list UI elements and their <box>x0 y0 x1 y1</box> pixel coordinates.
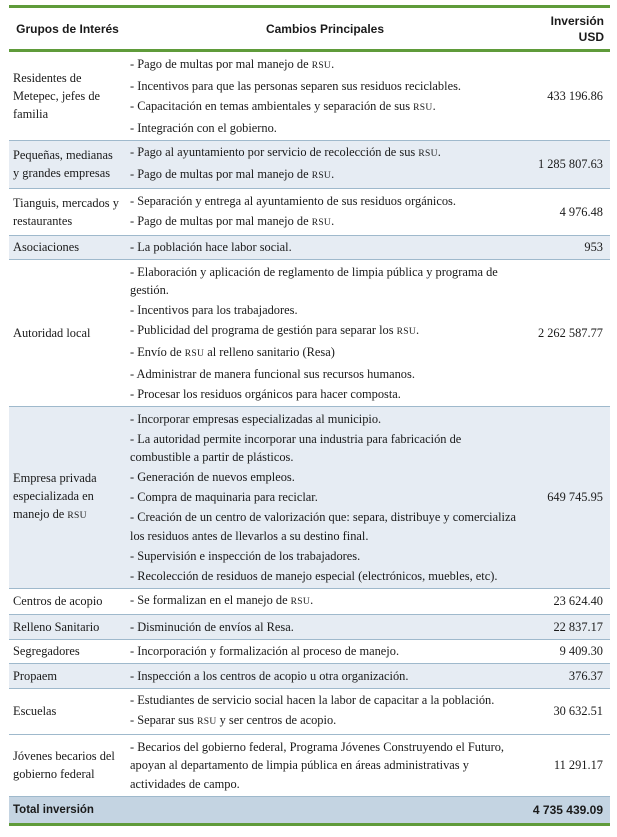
group-cell: Empresa privada especializada en manejo de RSU <box>9 407 126 589</box>
changes-cell <box>126 189 524 236</box>
acronym-rsu: RSU <box>311 60 332 71</box>
changes-cell <box>126 615 524 640</box>
total-amount: 4 735 439.09 <box>524 796 610 825</box>
table-row <box>9 688 610 735</box>
group-cell: Segregadores <box>9 639 126 664</box>
change-item: - Administrar de manera funcional sus recursos humanos. <box>130 367 415 381</box>
amount-cell: 433 196.86 <box>524 51 610 141</box>
table-row <box>9 407 610 589</box>
change-item: - Se formalizan en el manejo de RSU. <box>130 593 314 607</box>
acronym-rsu: RSU <box>413 102 433 113</box>
change-item: - Estudiantes de servicio social hacen la labor de capacitar a la población. <box>130 693 495 707</box>
header-investment: Inversión USD <box>524 7 610 51</box>
amount-cell: 649 745.95 <box>524 407 610 589</box>
group-cell: Autoridad local <box>9 260 126 407</box>
table-row <box>9 51 610 141</box>
header-groups: Grupos de Interés <box>9 7 126 51</box>
change-item: - Capacitación en temas ambientales y separación de sus RSU. <box>130 98 436 113</box>
amount-cell: 30 632.51 <box>524 688 610 735</box>
group-cell: Pequeñas, medianas y grandes empresas <box>9 140 126 189</box>
change-item: - Envío de RSU al relleno sanitario (Resa) <box>130 345 335 359</box>
change-item: - Pago de multas por mal manejo de RSU. <box>130 213 335 228</box>
change-item: - Recolección de residuos de manejo especial (electrónicos, muebles, etc). <box>130 568 498 583</box>
changes-cell <box>126 407 524 589</box>
table-row <box>9 615 610 640</box>
change-item: - Separación y entrega al ayuntamiento de sus residuos orgánicos. <box>130 193 456 208</box>
amount-cell: 9 409.30 <box>524 639 610 664</box>
group-cell: Escuelas <box>9 688 126 735</box>
change-item: - Inspección a los centros de acopio u otra organización. <box>130 668 409 683</box>
amount-cell: 376.37 <box>524 664 610 689</box>
change-item: - Pago de multas por mal manejo de RSU. <box>130 167 335 181</box>
change-item: - Separar sus RSU y ser centros de acopio. <box>130 713 337 727</box>
change-item: - Creación de un centro de valorización que: separa, distribuye y comercializa los residuos antes de llevarlos a su destino final. <box>130 510 517 543</box>
table-row <box>9 235 610 260</box>
changes-cell <box>126 235 524 260</box>
table-row <box>9 735 610 797</box>
investment-table <box>9 5 610 826</box>
header-changes: Cambios Principales <box>126 7 524 51</box>
amount-cell: 23 624.40 <box>524 588 610 615</box>
acronym-rsu: RSU <box>290 597 311 607</box>
group-cell: Residentes de Metepec, jefes de familia <box>9 51 126 141</box>
acronym-rsu: RSU <box>184 349 205 359</box>
change-item: - Generación de nuevos empleos. <box>130 470 295 484</box>
change-item: - Incentivos para que las personas separen sus residuos reciclables. <box>130 78 461 93</box>
change-item: - Supervisión e inspección de los trabajadores. <box>130 548 361 563</box>
amount-cell: 2 262 587.77 <box>524 260 610 407</box>
change-item: - Pago al ayuntamiento por servicio de recolección de sus RSU. <box>130 145 441 159</box>
acronym-rsu: RSU <box>197 717 217 727</box>
changes-cell <box>126 735 524 797</box>
changes-cell <box>126 51 524 141</box>
changes-cell <box>126 140 524 189</box>
changes-cell <box>126 688 524 735</box>
group-cell: Relleno Sanitario <box>9 615 126 640</box>
change-item: - Integración con el gobierno. <box>130 120 277 135</box>
changes-cell <box>126 588 524 615</box>
table-row <box>9 639 610 664</box>
change-item: - La autoridad permite incorporar una industria para fabricación de combustible a partir de plásticos. <box>130 431 462 464</box>
group-cell: Centros de acopio <box>9 588 126 615</box>
change-item: - Publicidad del programa de gestión para separar los RSU. <box>130 323 420 337</box>
acronym-rsu: RSU <box>396 327 417 337</box>
table-row <box>9 189 610 236</box>
change-item: - Becarios del gobierno federal, Programa Jóvenes Construyendo el Futuro, apoyan al departamento de limpia pública en áreas administrativas y actividades de campo. <box>130 739 505 791</box>
total-row <box>9 796 610 825</box>
change-item: - La población hace labor social. <box>130 240 292 254</box>
group-cell: Asociaciones <box>9 235 126 260</box>
amount-cell: 953 <box>524 235 610 260</box>
acronym-rsu: RSU <box>418 149 438 159</box>
changes-cell <box>126 664 524 689</box>
table-row <box>9 140 610 189</box>
acronym-rsu: RSU <box>311 217 332 228</box>
acronym-rsu: RSU <box>311 171 332 181</box>
change-item: - Pago de multas por mal manejo de RSU. <box>130 56 335 71</box>
change-item: - Procesar los residuos orgánicos para hacer composta. <box>130 387 401 401</box>
group-cell: Tianguis, mercados y restaurantes <box>9 189 126 236</box>
amount-cell: 4 976.48 <box>524 189 610 236</box>
header-row <box>9 7 610 51</box>
total-label: Total inversión <box>9 796 524 825</box>
change-item: - Compra de maquinaria para reciclar. <box>130 490 318 504</box>
acronym-rsu: RSU <box>67 511 87 522</box>
table-row <box>9 260 610 407</box>
change-item: - Incorporación y formalización al proceso de manejo. <box>130 644 400 658</box>
change-item: - Elaboración y aplicación de reglamento de limpia pública y programa de gestión. <box>130 264 498 297</box>
table-row <box>9 588 610 615</box>
change-item: - Disminución de envíos al Resa. <box>130 619 294 634</box>
changes-cell <box>126 639 524 664</box>
table-body <box>9 51 610 797</box>
change-item: - Incentivos para los trabajadores. <box>130 303 298 317</box>
amount-cell: 1 285 807.63 <box>524 140 610 189</box>
amount-cell: 11 291.17 <box>524 735 610 797</box>
change-item: - Incorporar empresas especializadas al municipio. <box>130 411 382 426</box>
group-cell: Propaem <box>9 664 126 689</box>
amount-cell: 22 837.17 <box>524 615 610 640</box>
table-row <box>9 664 610 689</box>
group-cell: Jóvenes becarios del gobierno federal <box>9 735 126 797</box>
changes-cell <box>126 260 524 407</box>
